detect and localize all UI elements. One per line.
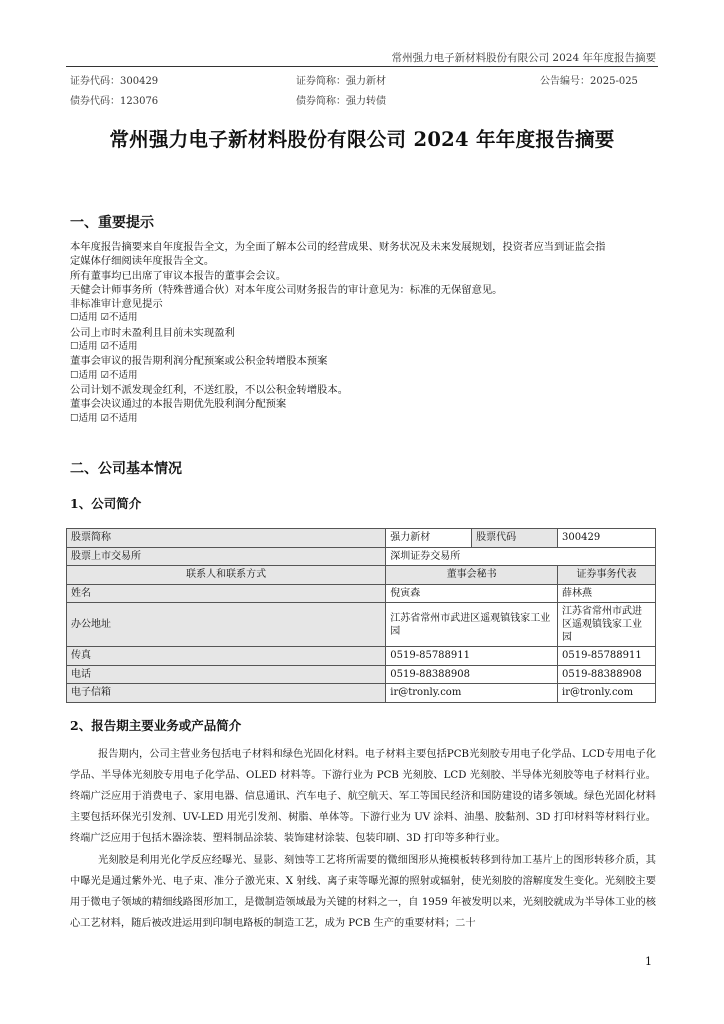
page-number: 1 (645, 955, 652, 968)
notes-line: 天健会计师事务所（特殊普通合伙）对本年度公司财务报告的审计意见为：标准的无保留意见。 (70, 283, 503, 296)
document-title: 常州强力电子新材料股份有限公司 2024 年年度报告摘要 (109, 128, 615, 151)
running-header: 常州强力电子新材料股份有限公司 2024 年年度报告摘要 (391, 52, 656, 64)
subsection-company-profile: 1、公司简介 (70, 496, 142, 511)
row-label: 电话 (67, 665, 386, 684)
table-row (67, 665, 656, 684)
notes-line: 本年度报告摘要来自年度报告全文，为全面了解本公司的经营成果、财务状况及未来发展规划，投资者应当到证监会指 (70, 241, 606, 253)
table-row (67, 529, 656, 548)
company-profile-table (66, 528, 656, 703)
rep-name: 薛林燕 (558, 584, 656, 603)
contact-header: 联系人和联系方式 (67, 566, 386, 585)
stock-code-value: 300429 (558, 529, 656, 548)
rep-email: ir@tronly.com (558, 684, 656, 703)
rep-fax: 0519-85788911 (558, 647, 656, 666)
header-rule (66, 66, 658, 67)
secretary-phone: 0519-88388908 (386, 665, 558, 684)
table-row (67, 647, 656, 666)
row-label: 办公地址 (67, 603, 386, 647)
stock-code-label: 证券代码：300429 (70, 76, 159, 87)
notes-line: 公司上市时未盈利且目前未实现盈利 (70, 326, 235, 339)
business-paragraph-1: 报告期内，公司主营业务包括电子材料和绿色光固化材料。电子材料主要包括PCB光刻胶专用电子化学品、LCD专用电子化学品、半导体光刻胶专用电子化学品、OLED 材料等。下游行业为 PCB 光刻胶、LCD 光刻胶、半导体光刻胶等电子材料行业。终端广泛应用于消费电子、家用电器、信息通讯、汽车电子、航空航天、军工等国民经济和国防建设的诸多领域。绿色光固化材料主要包括环保光引发剂、UV-LED 用光引发剂、树脂、单体等。下游行业为 UV 涂料、油墨、胶黏剂、3D 打印材料等材料行业。终端广泛应用于包括木器涂装、塑料制品涂装、装饰建材涂装、包装印刷、3D 打印等多种行业。 (70, 749, 656, 844)
announcement-number: 公告编号：2025-025 (540, 76, 638, 87)
table-row (67, 603, 656, 647)
notes-line: 定媒体仔细阅读年度报告全文。 (70, 255, 215, 268)
notes-line: 公司计划不派发现金红利，不送红股，不以公积金转增股本。 (70, 383, 349, 396)
table-row (67, 547, 656, 566)
checkbox-line: ☐适用 ☑不适用 (70, 341, 138, 353)
subsection-main-business: 2、报告期主要业务或产品简介 (70, 718, 242, 733)
section-heading-important-notes: 一、重要提示 (70, 215, 154, 231)
secretary-name: 倪寅森 (386, 584, 558, 603)
stock-name-value: 强力新材 (386, 529, 472, 548)
checkbox-line: ☐适用 ☑不适用 (70, 312, 138, 324)
table-row (67, 566, 656, 585)
row-label: 姓名 (67, 584, 386, 603)
section-heading-company-basics: 二、公司基本情况 (70, 461, 182, 477)
secretary-email: ir@tronly.com (386, 684, 558, 703)
row-label: 电子信箱 (67, 684, 386, 703)
table-row (67, 684, 656, 703)
notes-line: 董事会审议的报告期利润分配预案或公积金转增股本预案 (70, 355, 328, 368)
rep-address: 江苏省常州市武进区遥观镇钱家工业园 (558, 603, 656, 647)
stock-code-label-cell: 股票代码 (472, 529, 558, 548)
checkbox-line: ☐适用 ☑不适用 (70, 369, 138, 381)
secretary-address: 江苏省常州市武进区遥观镇钱家工业园 (386, 603, 558, 647)
stock-name-label: 股票简称 (67, 529, 386, 548)
bond-code-label: 债券代码：123076 (70, 96, 159, 107)
checkbox-line: ☐适用 ☑不适用 (70, 412, 138, 424)
bond-short-name: 债券简称：强力转债 (296, 96, 386, 107)
rep-phone: 0519-88388908 (558, 665, 656, 684)
important-notes-block (70, 240, 656, 426)
exchange-label: 股票上市交易所 (67, 547, 386, 566)
notes-line: 非标准审计意见提示 (70, 298, 163, 311)
rep-header: 证券事务代表 (558, 566, 656, 585)
secretary-header: 董事会秘书 (386, 566, 558, 585)
stock-short-name: 证券简称：强力新材 (296, 76, 386, 87)
row-label: 传真 (67, 647, 386, 666)
notes-line: 董事会决议通过的本报告期优先股利润分配预案 (70, 398, 287, 411)
exchange-value: 深圳证券交易所 (386, 547, 656, 566)
business-paragraph-2: 光刻胶是利用光化学反应经曝光、显影、刻蚀等工艺将所需要的微细图形从掩模板转移到待加工基片上的图形转移介质，其中曝光是通过紫外光、电子束、准分子激光束、X 射线、离子束等曝光源的照射或辐射，使光刻胶的溶解度发生变化。光刻胶主要用于微电子领域的精细线路图形加工，是微制造领域最为关键的材料之一，自 1959 年被发明以来，光刻胶就成为半导体工业的核心工艺材料，随后被改进运用到印制电路板的制造工艺，成为 PCB 生产的重要材料；二十 (70, 855, 656, 929)
table-row (67, 584, 656, 603)
notes-line: 所有董事均已出席了审议本报告的董事会会议。 (70, 269, 287, 282)
secretary-fax: 0519-85788911 (386, 647, 558, 666)
